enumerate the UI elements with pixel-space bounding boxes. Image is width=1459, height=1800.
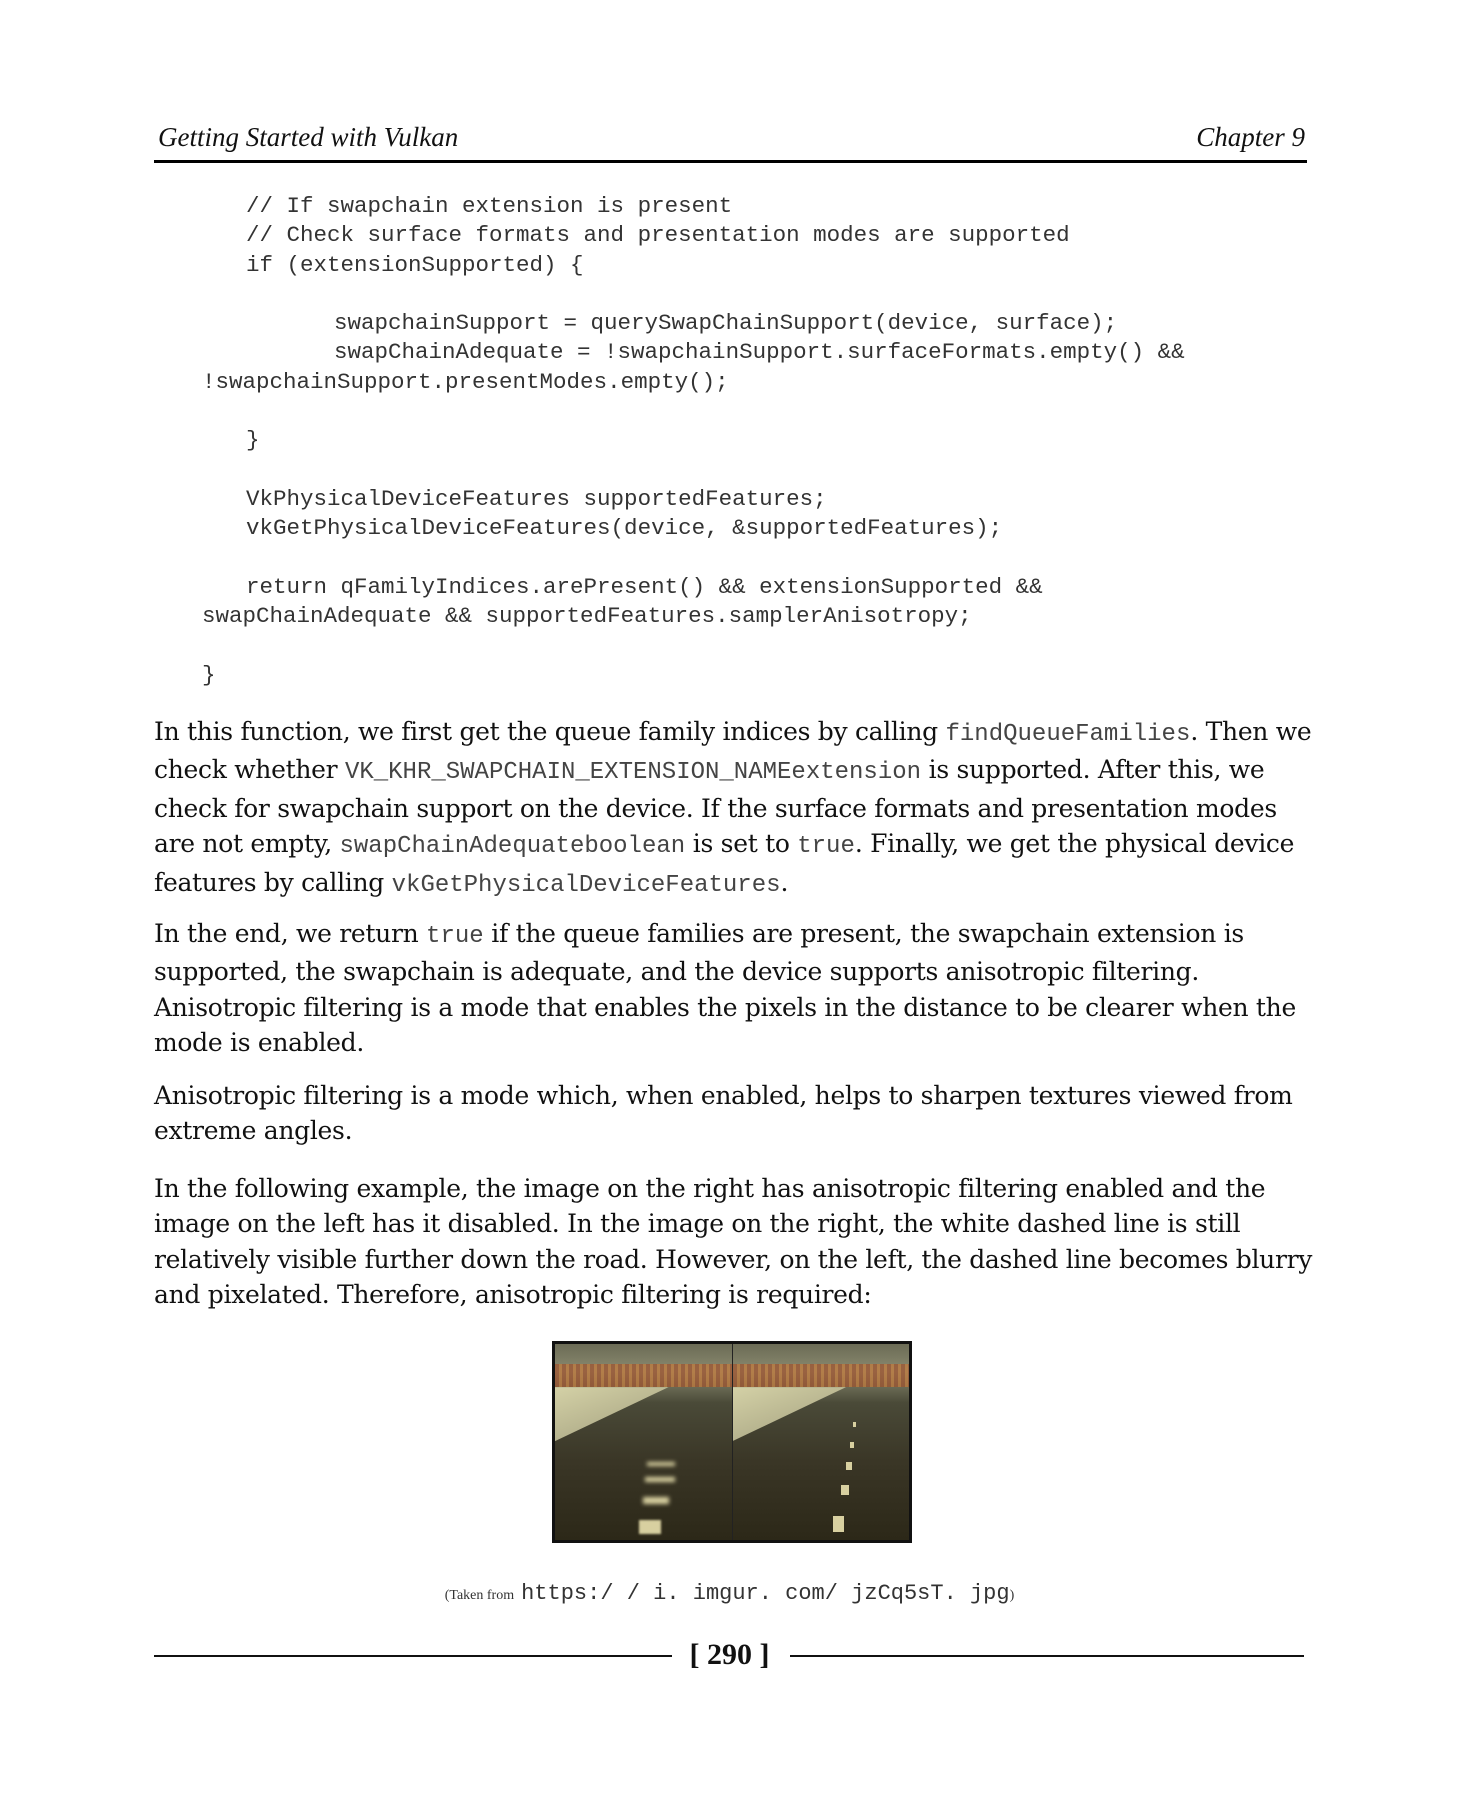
code-line: // Check surface formats and presentation modes are supported <box>246 222 1070 249</box>
inline-code: true <box>426 923 484 950</box>
inline-code: findQueueFamilies <box>945 721 1191 748</box>
text: if the queue families are present, the swapchain extension is supported, the swapchain is adequate, and the device supports anisotropic filtering. Anisotropic filtering is a mode that enables the pixels in the distance to be clearer when the mode is enabled. <box>154 919 1296 1058</box>
paragraph-4: In the following example, the image on the right has anisotropic filtering enabled and the image on the left has it disabled. In the image on the right, the white dashed line is still relatively visible further down the road. However, on the left, the dashed line becomes blurry and pixelated. Therefore, anisotropic filtering is required: <box>154 1174 1313 1310</box>
anisotropic-comparison-image <box>552 1341 912 1543</box>
code-line: vkGetPhysicalDeviceFeatures(device, &supportedFeatures); <box>246 515 1003 542</box>
code-line: swapChainAdequate = !swapchainSupport.surfaceFormats.empty() && <box>334 339 1185 366</box>
figure-caption <box>0 1580 1459 1606</box>
paragraph-1 <box>154 714 1314 903</box>
caption-url: https:/ / i. imgur. com/ jzCq5sT. jpg <box>521 1581 1010 1606</box>
running-header-title: Getting Started with Vulkan <box>158 122 459 152</box>
code-line <box>0 456 1185 485</box>
text: . <box>780 867 789 897</box>
page-number: [ 290 ] <box>689 1638 770 1671</box>
running-header-chapter: Chapter 9 <box>1196 122 1305 152</box>
code-line: !swapchainSupport.presentModes.empty(); <box>202 368 729 395</box>
code-line <box>0 397 1185 426</box>
caption-prefix: (Taken from <box>444 1588 515 1603</box>
filtering-disabled-image <box>555 1344 732 1540</box>
code-line: VkPhysicalDeviceFeatures supportedFeatures; <box>246 485 827 512</box>
code-line <box>0 280 1185 309</box>
inline-code: swapChainAdequateboolean <box>339 833 686 861</box>
inline-code: true <box>797 833 855 861</box>
text: is set to <box>685 829 798 859</box>
header-rule <box>154 160 1307 163</box>
paragraph-2 <box>154 916 1314 1061</box>
code-block <box>0 192 1185 690</box>
code-line <box>0 631 1185 660</box>
code-line <box>0 544 1185 573</box>
inline-code: VK_KHR_SWAPCHAIN_EXTENSION_NAMEextension <box>344 759 922 787</box>
code-line: swapchainSupport = querySwapChainSupport(device, surface); <box>334 310 1118 337</box>
text: In this function, we first get the queue family indices by calling <box>154 717 946 746</box>
code-line: return qFamilyIndices.arePresent() && extensionSupported && <box>246 573 1043 600</box>
code-line: } <box>202 661 216 688</box>
text: In the end, we return <box>154 919 427 948</box>
text: is supported. After this, we check for swapchain support on the device. If the surface formats and presentation modes are not empty, <box>154 755 1277 859</box>
code-line: } <box>246 427 260 454</box>
filtering-enabled-image <box>732 1344 910 1540</box>
paragraph-3: Anisotropic filtering is a mode which, when enabled, helps to sharpen textures viewed from extreme angles. <box>154 1081 1293 1146</box>
caption-suffix: ) <box>1009 1588 1015 1603</box>
inline-code: vkGetPhysicalDeviceFeatures <box>391 871 781 899</box>
text: . Finally, we get the physical device features by calling <box>154 829 1295 897</box>
code-line: if (extensionSupported) { <box>246 251 584 278</box>
code-line: // If swapchain extension is present <box>246 193 733 219</box>
text: . Then we check whether <box>154 717 1312 785</box>
code-line: swapChainAdequate && supportedFeatures.samplerAnisotropy; <box>202 603 972 630</box>
